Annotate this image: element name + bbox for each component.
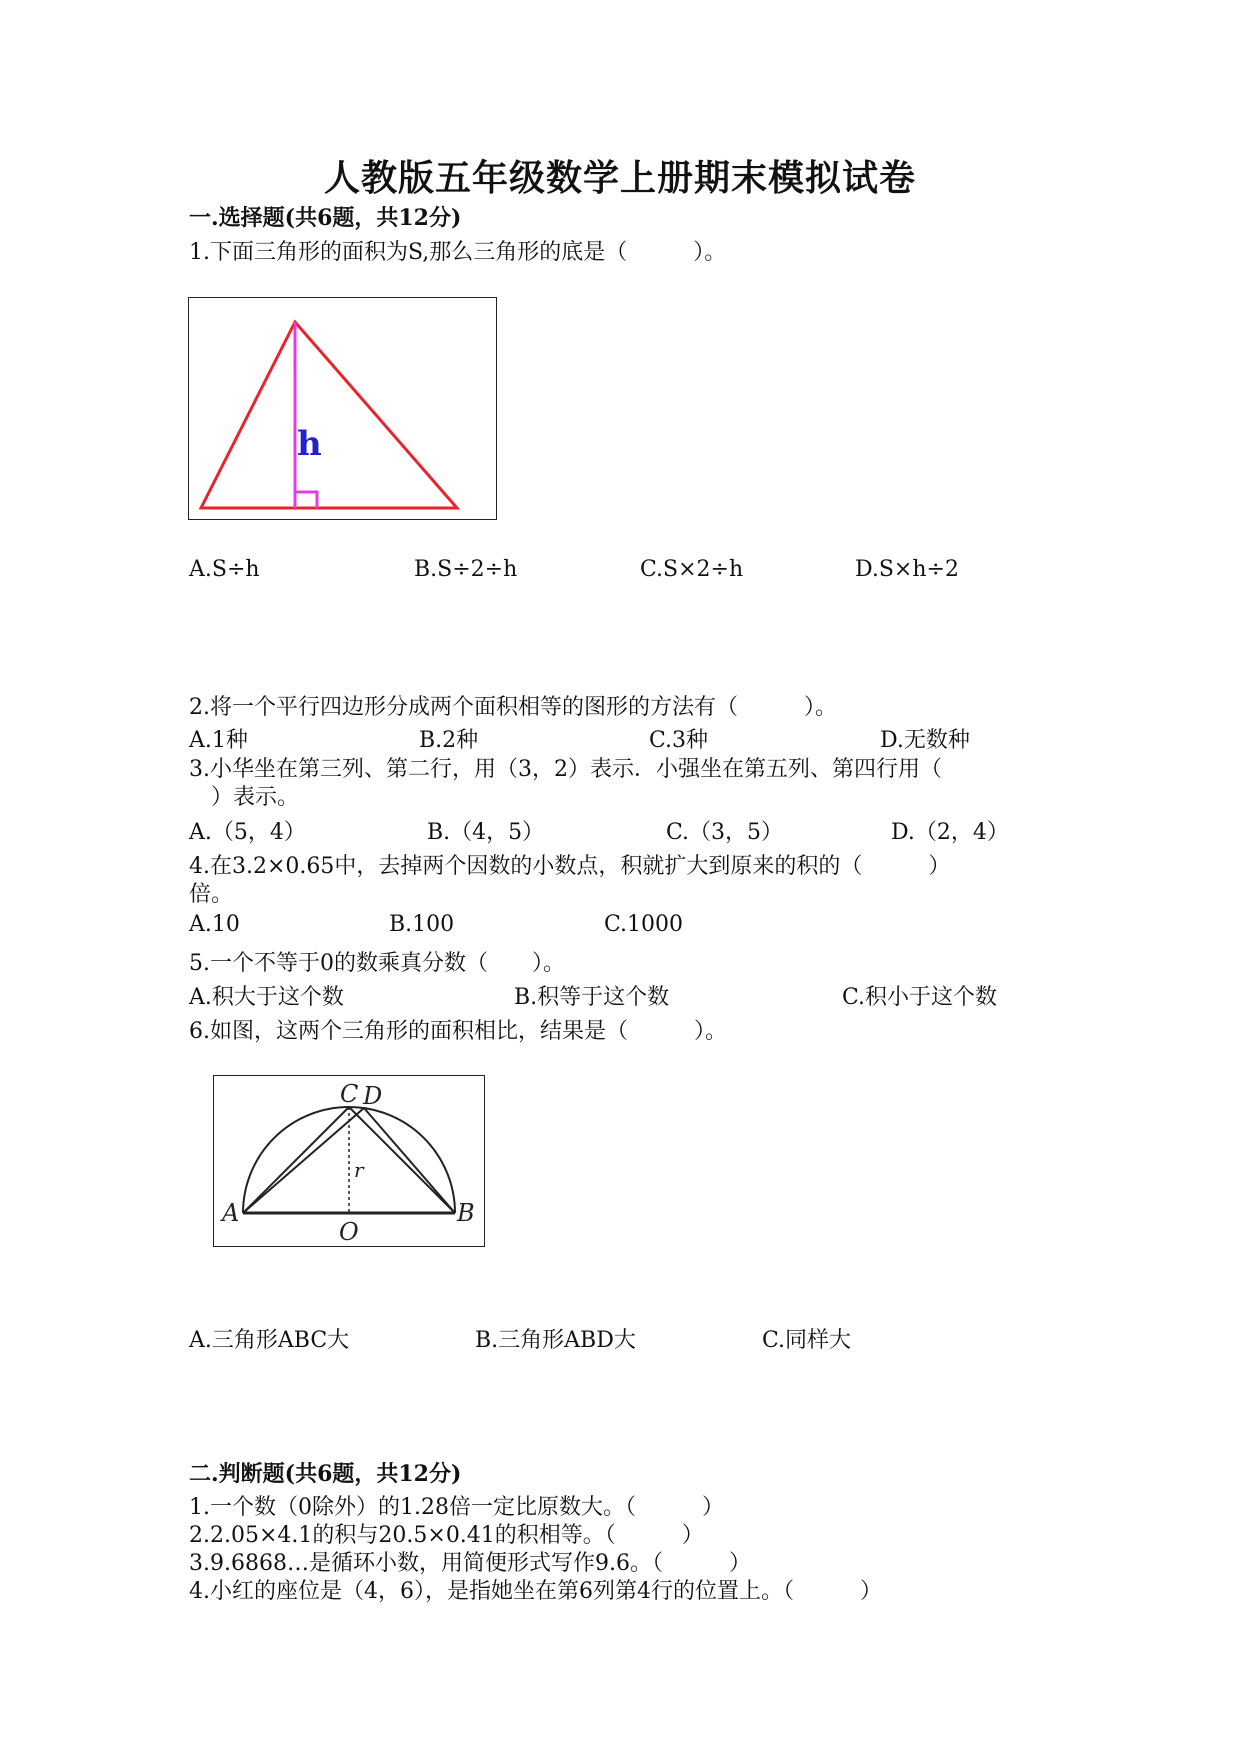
- question-3-line2: ）表示。: [189, 785, 300, 810]
- triangle-diagram: [189, 298, 496, 519]
- label-r: r: [354, 1158, 364, 1182]
- q5-option-b: B.积等于这个数: [514, 985, 670, 1010]
- height-label: h: [297, 424, 322, 464]
- line-ac: [243, 1107, 349, 1213]
- q1-option-c: C.S×2÷h: [640, 557, 744, 582]
- label-a: A: [222, 1199, 240, 1227]
- page-title: 人教版五年级数学上册期末模拟试卷: [323, 157, 916, 199]
- judgement-item-3: 3.9.6868…是循环小数，用简便形式写作9.6。（ ）: [189, 1551, 751, 1576]
- q3-option-b: B.（4，5）: [427, 820, 545, 845]
- triangle-figure: [188, 297, 497, 520]
- q1-option-a: A.S÷h: [189, 557, 260, 582]
- question-2-text: 2.将一个平行四边形分成两个面积相等的图形的方法有（ ）。: [189, 695, 837, 720]
- line-ad: [243, 1108, 364, 1213]
- semicircle-diagram: [214, 1076, 484, 1246]
- triangle-outline: [201, 322, 457, 508]
- q4-option-a: A.10: [189, 912, 240, 937]
- q6-option-b: B.三角形ABD大: [475, 1328, 636, 1353]
- q3-option-a: A.（5，4）: [189, 820, 306, 845]
- semicircle-figure: [213, 1075, 485, 1247]
- q5-option-a: A.积大于这个数: [189, 985, 344, 1010]
- question-5-text: 5.一个不等于0的数乘真分数（ ）。: [189, 951, 565, 976]
- q2-option-d: D.无数种: [880, 728, 970, 753]
- judgement-item-2: 2.2.05×4.1的积与20.5×0.41的积相等。（ ）: [189, 1523, 704, 1548]
- judgement-item-4: 4.小红的座位是（4，6），是指她坐在第6列第4行的位置上。（ ）: [189, 1579, 882, 1604]
- judgement-item-1: 1.一个数（0除外）的1.28倍一定比原数大。（ ）: [189, 1495, 724, 1520]
- line-cb: [349, 1107, 455, 1213]
- q2-option-c: C.3种: [649, 728, 709, 753]
- q2-option-b: B.2种: [419, 728, 479, 753]
- section-heading-choice: 一.选择题(共6题，共12分): [189, 205, 462, 231]
- label-o: O: [339, 1218, 359, 1246]
- question-6-text: 6.如图，这两个三角形的面积相比，结果是（ ）。: [189, 1019, 727, 1044]
- q3-option-c: C.（3，5）: [666, 820, 784, 845]
- label-b: B: [457, 1199, 475, 1227]
- question-3-line1: 3.小华坐在第三列、第二行，用（3，2）表示．小强坐在第五列、第四行用（: [189, 757, 942, 782]
- section-heading-judgement: 二.判断题(共6题，共12分): [189, 1461, 462, 1487]
- question-4-line2: 倍。: [189, 882, 234, 907]
- q1-option-b: B.S÷2÷h: [414, 557, 518, 582]
- label-d: D: [363, 1082, 383, 1110]
- right-angle-mark: [295, 492, 317, 508]
- label-c: C: [340, 1080, 359, 1108]
- q1-option-d: D.S×h÷2: [855, 557, 959, 582]
- q6-option-a: A.三角形ABC大: [189, 1328, 350, 1353]
- q4-option-b: B.100: [389, 912, 455, 937]
- q2-option-a: A.1种: [189, 728, 248, 753]
- question-1-text: 1.下面三角形的面积为S,那么三角形的底是（ ）。: [189, 240, 727, 265]
- q5-option-c: C.积小于这个数: [842, 985, 998, 1010]
- q3-option-d: D.（2，4）: [891, 820, 1009, 845]
- question-4-line1: 4.在3.2×0.65中，去掉两个因数的小数点，积就扩大到原来的积的（ ）: [189, 854, 951, 879]
- q4-option-c: C.1000: [604, 912, 684, 937]
- q6-option-c: C.同样大: [762, 1328, 852, 1353]
